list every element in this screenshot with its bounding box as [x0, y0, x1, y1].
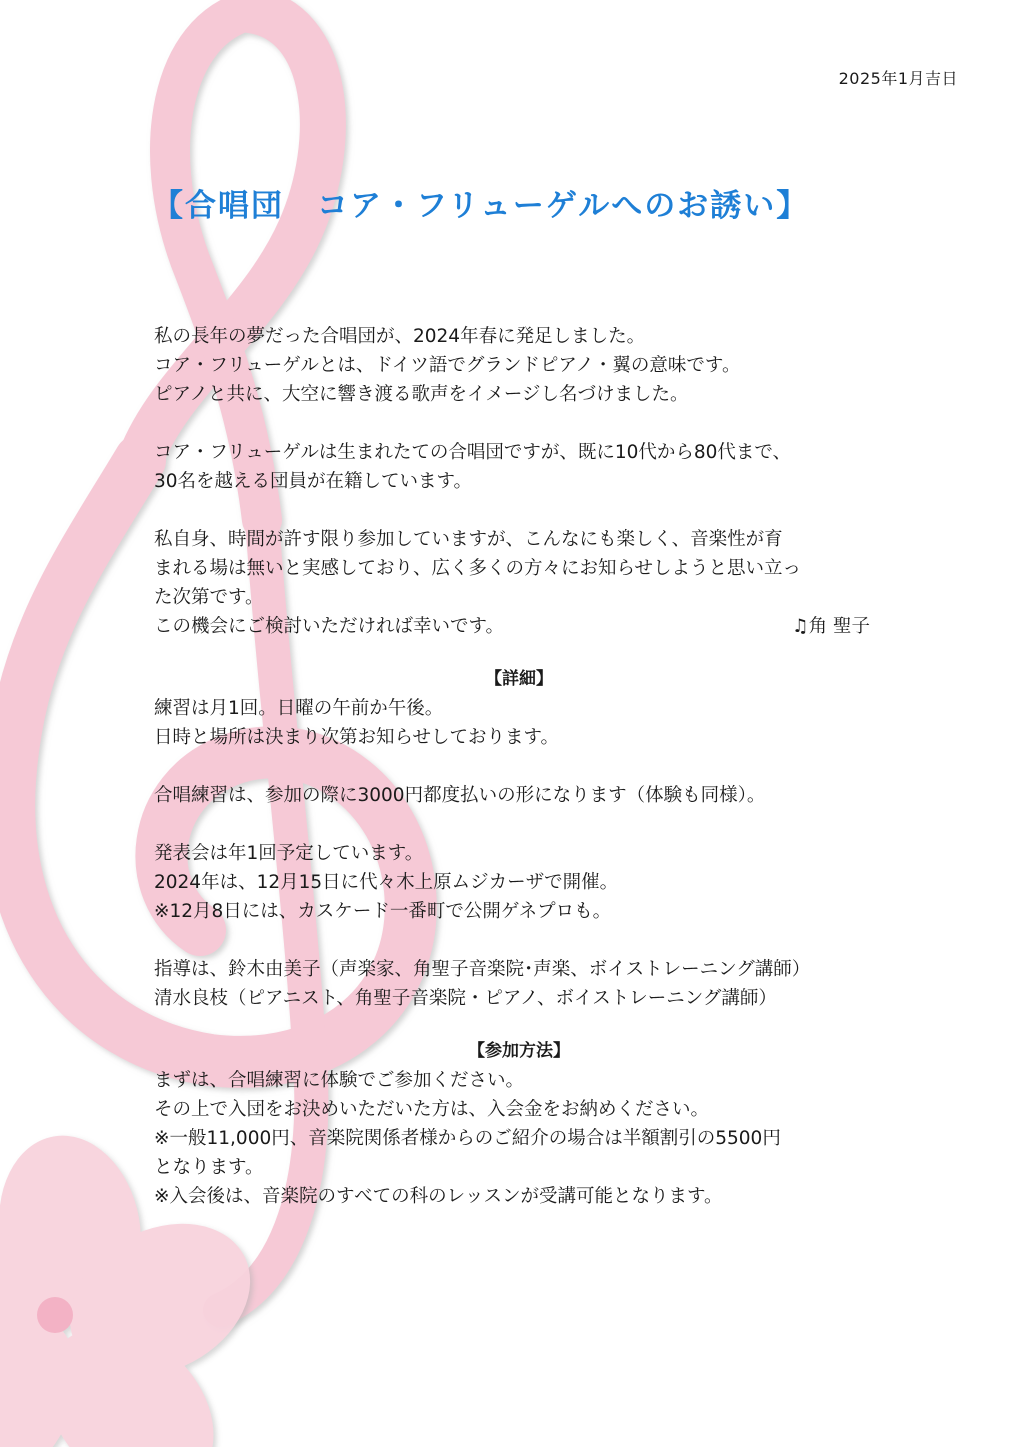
- text-line: 指導は、鈴木由美子（声楽家、角聖子音楽院･声楽、ボイストレーニング講師）: [154, 959, 811, 980]
- text-line: 日時と場所は決まり次第お知らせしております。: [154, 727, 559, 748]
- join-heading: 【参加方法】: [468, 1041, 570, 1061]
- text-line: コア・フリューゲルとは、ドイツ語でグランドピアノ・翼の意味です。: [154, 355, 741, 376]
- details-paragraph-1: [154, 694, 884, 752]
- text-line: ピアノと共に、大空に響き渡る歌声をイメージし名づけました。: [154, 384, 689, 405]
- text-line: た次第です。: [154, 587, 264, 608]
- text-line: その上で入団をお決めいただいた方は、入会金をお納めください。: [154, 1099, 710, 1120]
- text-line: となります。: [154, 1157, 264, 1178]
- intro-paragraph-3: [154, 525, 884, 612]
- text-line: コア・フリューゲルは生まれたての合唱団ですが、既に10代から80代まで、: [154, 442, 792, 463]
- text-line: 練習は月1回。日曜の午前か午後。: [154, 698, 444, 719]
- text-line: 清水良枝（ピアニスト、角聖子音楽院・ピアノ、ボイストレーニング講師）: [154, 988, 777, 1009]
- join-paragraph: [154, 1066, 884, 1211]
- text-line: 私自身、時間が許す限り参加していますが、こんなにも楽しく、音楽性が育: [154, 529, 783, 550]
- text-line: 合唱練習は、参加の際に3000円都度払いの形になります（体験も同様）。: [154, 785, 766, 806]
- text-line: ※12月8日には、カスケード一番町で公開ゲネプロも。: [154, 901, 612, 922]
- text-line: 私の長年の夢だった合唱団が、2024年春に発足しました。: [154, 326, 646, 347]
- text-line: まれる場は無いと実感しており、広く多くの方々にお知らせしようと思い立っ: [154, 558, 801, 579]
- text-line: ※入会後は、音楽院のすべての科のレッスンが受講可能となります。: [154, 1186, 723, 1207]
- letter-body: [154, 322, 884, 1211]
- text-line: 30名を越える団員が在籍しています。: [154, 471, 473, 492]
- intro-paragraph-2: [154, 438, 884, 496]
- text-line: 2024年は、12月15日に代々木上原ムジカーザで開催。: [154, 872, 619, 893]
- details-paragraph-4: [154, 955, 884, 1013]
- intro-paragraph-1: [154, 322, 884, 409]
- text-line: まずは、合唱練習に体験でご参加ください。: [154, 1070, 525, 1091]
- closing-line: [154, 612, 884, 641]
- issue-date: 2025年1月吉日: [838, 69, 958, 88]
- page-title: 【合唱団 コア・フリューゲルへのお誘い】: [152, 188, 810, 224]
- text-line: 発表会は年1回予定しています。: [154, 843, 424, 864]
- signature: ♫角 聖子: [792, 616, 870, 637]
- closing-text: この機会にご検討いただければ幸いです。: [154, 616, 505, 637]
- text-line: ※一般11,000円、音楽院関係者様からのご紹介の場合は半額割引の5500円: [154, 1128, 781, 1149]
- details-paragraph-2: [154, 781, 884, 810]
- details-heading: 【詳細】: [485, 669, 553, 689]
- details-paragraph-3: [154, 839, 884, 926]
